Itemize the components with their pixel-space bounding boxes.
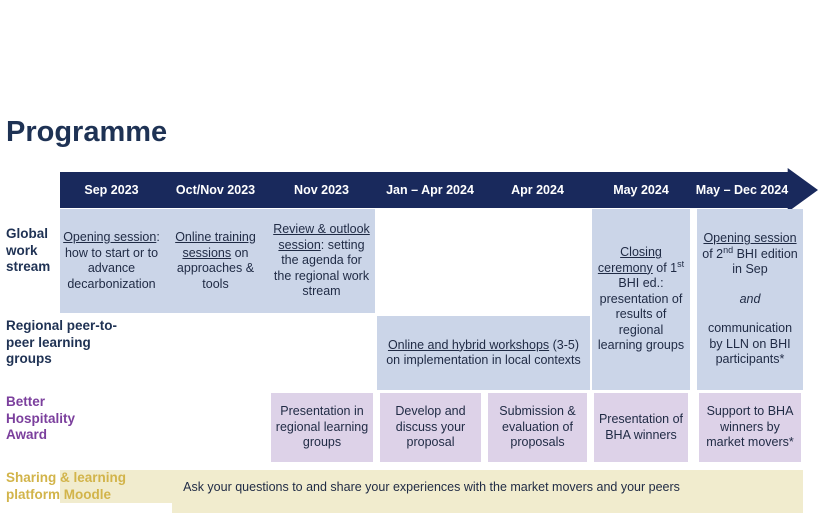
connector-word: and xyxy=(739,291,761,306)
underlined-text: Opening session xyxy=(63,230,157,244)
plain-text: BHI edition in Sep xyxy=(732,246,798,277)
row-label-moodle-platform: Sharing & learning platform Moodle xyxy=(6,470,127,502)
cell-bha-nov-2023: Presentation in regional learning groups xyxy=(271,393,373,462)
moodle-band-bottom-sliver xyxy=(172,503,803,513)
cell-bha-may-2024: Presentation of BHA winners xyxy=(594,393,688,462)
cell-text xyxy=(595,245,687,354)
plain-text: (3-5) on implementation in local contexts xyxy=(386,337,581,367)
plain-text: of 1 xyxy=(652,260,678,275)
cell-global-nov-2023 xyxy=(268,209,375,313)
row-label-global-work-stream: Global work stream xyxy=(6,226,51,274)
ordinal-superscript: st xyxy=(677,258,685,269)
header-sep-2023: Sep 2023 xyxy=(84,183,139,197)
plain-text: : how to start or to advance decarbonization xyxy=(64,230,160,291)
plain-text: of 2 xyxy=(702,246,724,261)
cell-bha-jan-apr-2024: Develop and discuss your proposal xyxy=(380,393,481,462)
paragraph xyxy=(700,231,800,278)
underlined-text: Online training sessions xyxy=(175,230,256,260)
moodle-row-text: Ask your questions to and share your experiences with the market movers and your peers xyxy=(183,479,680,494)
row-label-regional-groups: Regional peer-to-peer learning groups xyxy=(6,318,118,366)
plain-text: BHI ed.: presentation of results of regional learning groups xyxy=(597,276,685,353)
cell-text xyxy=(271,222,372,300)
row-label-better-hospitality-award: Better Hospitality Award xyxy=(6,394,76,442)
underlined-text: Review & outlook session xyxy=(273,222,370,252)
header-may-2024: May 2024 xyxy=(613,183,669,197)
cell-text xyxy=(700,231,800,368)
header-nov-2023: Nov 2023 xyxy=(294,183,349,197)
cell-global-may-2024 xyxy=(592,209,690,390)
header-jan-apr-2024: Jan – Apr 2024 xyxy=(386,183,474,197)
page-title: Programme xyxy=(6,116,168,148)
cell-global-sep-2023 xyxy=(60,209,163,313)
cell-bha-may-dec-2024: Support to BHA winners by market movers* xyxy=(699,393,801,462)
paragraph: communication by LLN on BHI participants* xyxy=(707,321,793,367)
cell-text xyxy=(63,230,160,292)
cell-regional-workshops xyxy=(377,316,590,390)
plain-text: on approaches & tools xyxy=(176,245,255,291)
underlined-text: Opening session xyxy=(703,231,797,246)
header-apr-2024: Apr 2024 xyxy=(511,183,564,197)
underlined-text: Online and hybrid workshops xyxy=(387,337,550,352)
header-may-dec-2024: May – Dec 2024 xyxy=(695,183,789,197)
cell-global-may-dec-2024 xyxy=(697,209,803,390)
cell-bha-apr-2024: Submission & evaluation of proposals xyxy=(488,393,587,462)
header-oct-nov-2023: Oct/Nov 2023 xyxy=(175,183,256,197)
moodle-row-band xyxy=(60,470,803,503)
plain-text: : setting the agenda for the regional work stream xyxy=(273,237,370,299)
cell-text xyxy=(166,230,265,292)
cell-text xyxy=(380,338,587,369)
underlined-text: Closing ceremony xyxy=(597,245,662,275)
cell-global-oct-nov-2023 xyxy=(163,209,268,313)
ordinal-superscript: nd xyxy=(723,244,734,255)
